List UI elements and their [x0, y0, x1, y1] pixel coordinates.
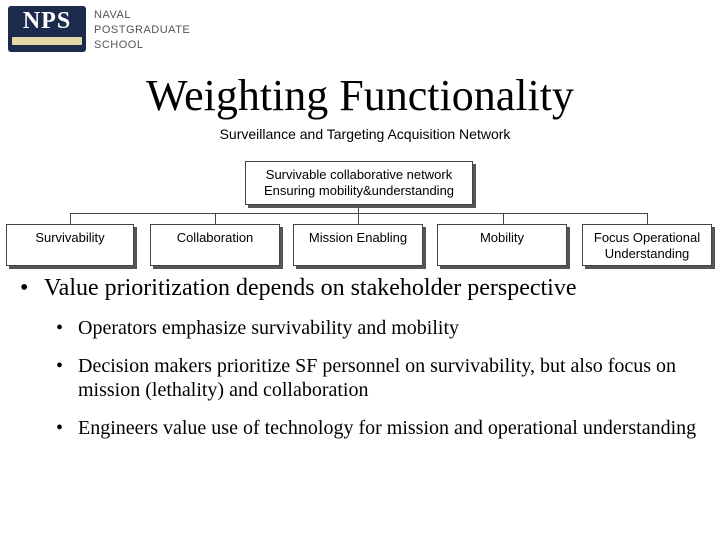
connector-child-3 [358, 213, 359, 224]
bullet-dot: • [56, 317, 64, 339]
school-name-line: NAVAL [94, 9, 131, 21]
school-name-line: SCHOOL [94, 39, 144, 51]
connector-child-2 [215, 213, 216, 224]
school-name [94, 8, 194, 53]
child-node-mission-enabling: Mission Enabling [293, 224, 423, 266]
connector-root-stem [358, 205, 359, 213]
bullet-sub-text: Engineers value use of technology for mission and operational understanding [78, 417, 697, 439]
child-node-collaboration: Collaboration [150, 224, 280, 266]
connector-child-4 [503, 213, 504, 224]
school-name-line: POSTGRADUATE [94, 24, 191, 36]
bullet-dot: • [56, 417, 64, 439]
bullet-list [20, 270, 710, 440]
bullet-dot: • [20, 275, 29, 301]
child-node-mobility: Mobility [437, 224, 567, 266]
nps-seal [8, 6, 86, 52]
seal-text: NPS [22, 8, 72, 34]
bullet-main [20, 274, 710, 302]
connector-horizontal [70, 213, 648, 214]
slide-title: Weighting Functionality [146, 71, 574, 120]
connector-child-5 [647, 213, 648, 224]
bullet-sub-text: Decision makers prioritize SF personnel on survivability, but also focus on mission (lethality) and collaboration [78, 355, 677, 401]
child-node-survivability: Survivability [6, 224, 134, 266]
root-node: Survivable collaborative network Ensuring mobility&understanding [245, 161, 473, 205]
bullet-main-text: Value prioritization depends on stakeholder perspective [44, 275, 577, 301]
bullet-dot: • [56, 355, 64, 377]
nps-logo [8, 6, 193, 58]
slide-subtitle: Surveillance and Targeting Acquisition Network [219, 126, 511, 142]
bullet-sub-text: Operators emphasize survivability and mobility [78, 317, 460, 339]
bullet-sub [56, 354, 710, 402]
bullet-sub [56, 416, 710, 440]
child-node-focus-operational: Focus Operational Understanding [582, 224, 712, 266]
connector-child-1 [70, 213, 71, 224]
bullet-sub [56, 316, 710, 340]
seal-band [12, 37, 82, 45]
